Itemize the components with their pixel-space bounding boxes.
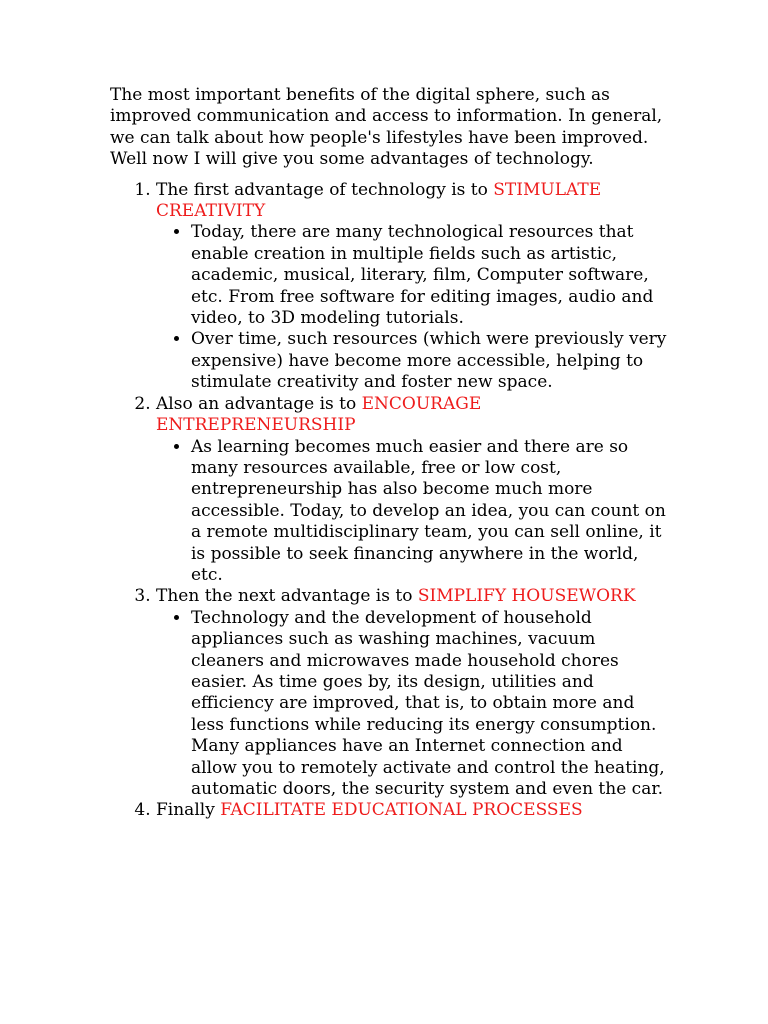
advantage-highlight: FACILITATE EDUCATIONAL PROCESSES bbox=[220, 800, 583, 821]
advantage-details-list bbox=[156, 608, 670, 801]
advantage-highlight: SIMPLIFY HOUSEWORK bbox=[417, 586, 636, 607]
advantage-highlight: ENCOURAGE ENTREPRENEURSHIP bbox=[156, 393, 482, 436]
advantage-intro-text: Finally bbox=[156, 800, 221, 821]
advantage-item bbox=[156, 800, 670, 821]
advantage-details-list bbox=[156, 222, 670, 393]
advantage-intro-text: Also an advantage is to bbox=[156, 393, 362, 414]
advantage-item bbox=[156, 586, 670, 800]
advantage-item bbox=[156, 394, 670, 587]
intro-paragraph: The most important benefits of the digital sphere, such as improved communication and access to information. In general, we can talk about how people's lifestyles have been improved. Well now I will give you some advantages of technology. bbox=[110, 85, 663, 170]
advantage-detail-bullet: • Today, there are many technological resources that enable creation in multiple fields such as artistic, academic, musical, literary, film, Computer software, etc. From free software for editing images, audio and video, to 3D modeling tutorials. bbox=[191, 222, 670, 329]
advantage-details-list bbox=[156, 437, 670, 587]
document-page bbox=[110, 85, 670, 822]
advantage-intro-text: The first advantage of technology is to bbox=[156, 179, 494, 200]
advantage-highlight: STIMULATE CREATIVITY bbox=[156, 179, 602, 222]
advantage-intro-text: Then the next advantage is to bbox=[156, 586, 418, 607]
advantage-detail-bullet: • As learning becomes much easier and there are so many resources available, free or low cost, entrepreneurship has also become much more accessible. Today, to develop an idea, you can count on a remote multidisciplinary team, you can sell online, it is possible to seek financing anywhere in the world, etc. bbox=[191, 437, 670, 587]
advantages-list bbox=[110, 180, 670, 822]
advantage-detail-bullet: • Over time, such resources (which were previously very expensive) have become more accessible, helping to stimulate creativity and foster new space. bbox=[191, 329, 670, 393]
advantage-item bbox=[156, 180, 670, 394]
advantage-detail-bullet: • Technology and the development of household appliances such as washing machines, vacuum cleaners and microwaves made household chores easier. As time goes by, its design, utilities and efficiency are improved, that is, to obtain more and less functions while reducing its energy consumption. Many appliances have an Internet connection and allow you to remotely activate and control the heating, automatic doors, the security system and even the car. bbox=[191, 608, 670, 801]
